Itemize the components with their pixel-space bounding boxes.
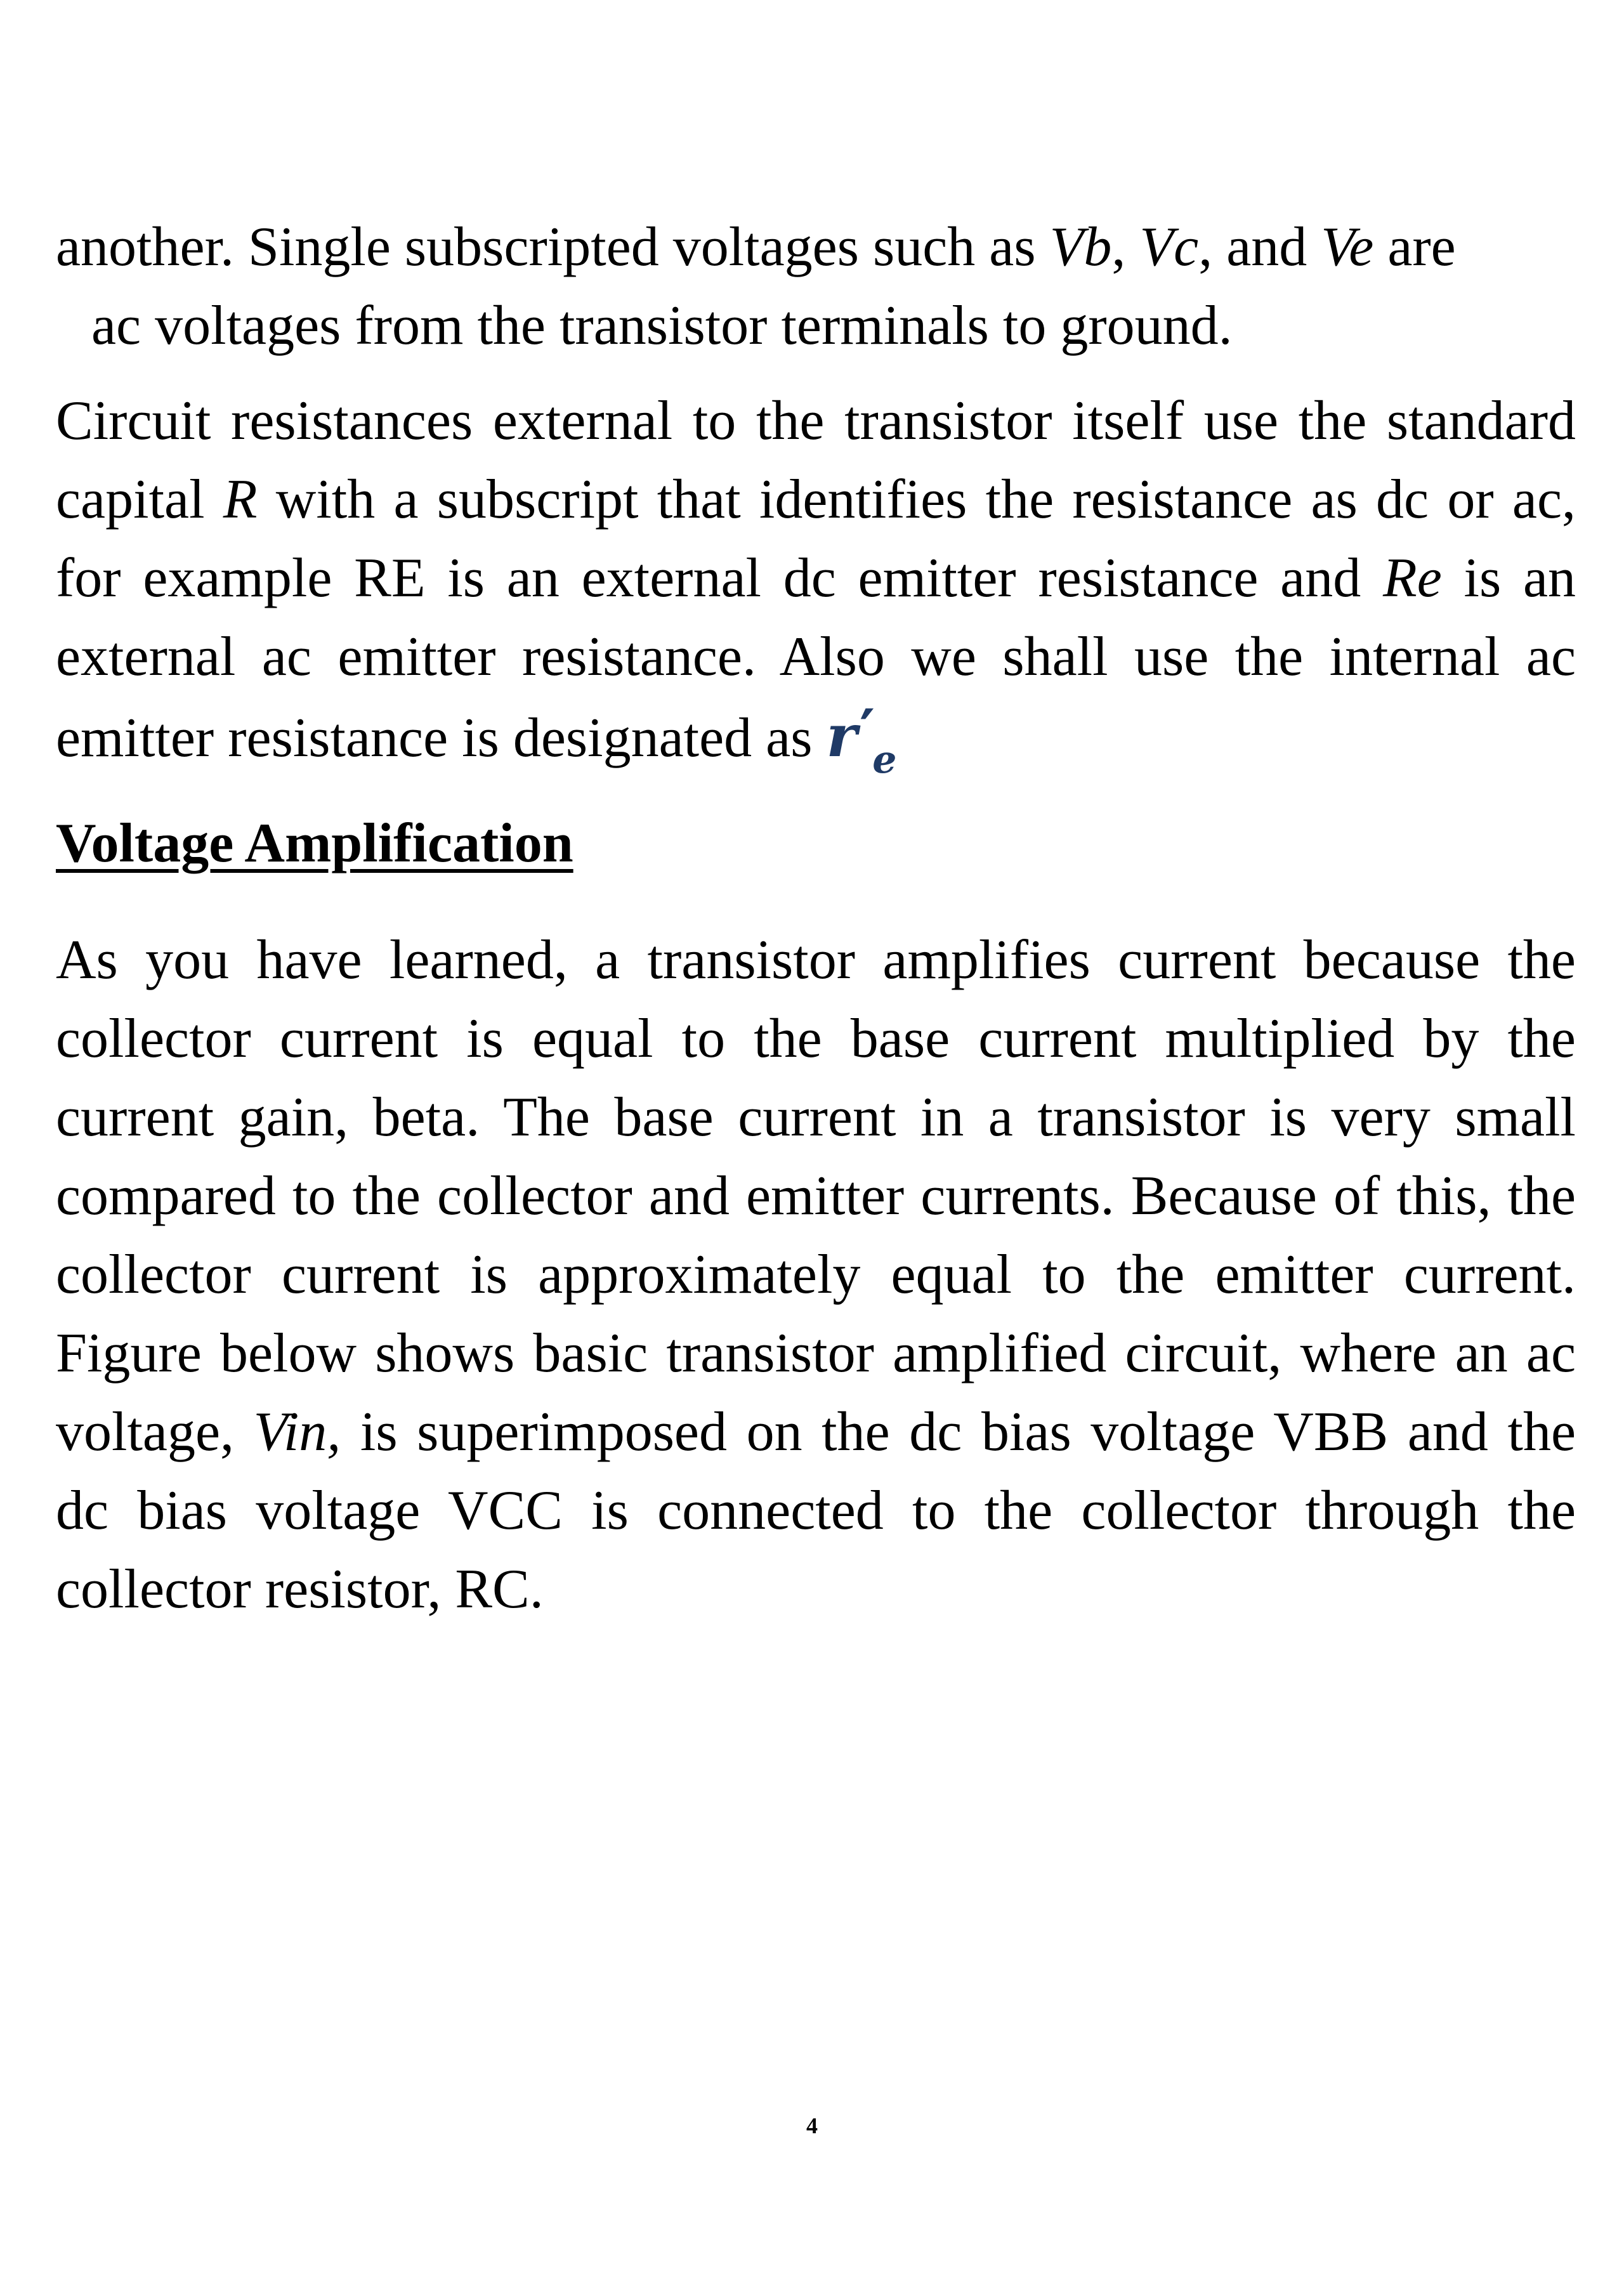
p3-part1: As you have learned, a transistor amplifies current because the collector current is equal to the base current multiplied by the current gain, beta. The base current in a transistor is very small compared to the collector and emitter currents. Because of this, the collector current is approximately equal to the emitter current. Figure below shows basic transistor amplified circuit, where an ac voltage, — [56, 929, 1576, 1463]
p2-part1: Circuit resistances external to the transistor itself use the standard capital — [56, 390, 1576, 530]
ve-term: Ve — [1321, 216, 1374, 278]
capital-r-term: R — [223, 469, 258, 530]
vb-term: Vb — [1049, 216, 1112, 278]
p3-part2: is superimposed on the dc bias voltage VBB and the dc bias voltage VCC is connected to the collector through the collector resistor, RC. — [56, 1401, 1576, 1620]
paragraph-voltage-amplification — [56, 921, 1576, 1629]
p1-suffix: are — [1373, 216, 1456, 278]
p1-line2: ac voltages from the transistor terminals to ground. — [91, 295, 1233, 356]
page-number: 4 — [806, 2113, 818, 2138]
p2-part2: with a subscript that identifies the resistance as dc or ac, for example RE is an external dc emitter resistance and — [56, 469, 1576, 609]
re-prime-symbol — [826, 696, 897, 782]
vin-term: Vin, — [253, 1401, 341, 1463]
p1-text: another. Single subscripted voltages such as — [56, 216, 1050, 278]
paragraph-circuit-resistances — [56, 382, 1576, 783]
paragraph-single-subscripted-voltages — [56, 208, 1576, 365]
re-symbol-prime: ′ — [859, 696, 875, 765]
p1-and: , and — [1198, 216, 1321, 278]
p2-part3: is an external ac emitter resistance. Also we shall use the internal ac emitter resistance is designated as — [56, 547, 1576, 769]
section-heading: Voltage Amplification — [56, 813, 573, 874]
vc-term: Vc — [1139, 216, 1199, 278]
re-symbol-subscript: e — [872, 738, 897, 782]
re-term: Re — [1382, 547, 1442, 609]
re-symbol-r: r — [826, 702, 857, 770]
p1-comma: , — [1111, 216, 1140, 278]
